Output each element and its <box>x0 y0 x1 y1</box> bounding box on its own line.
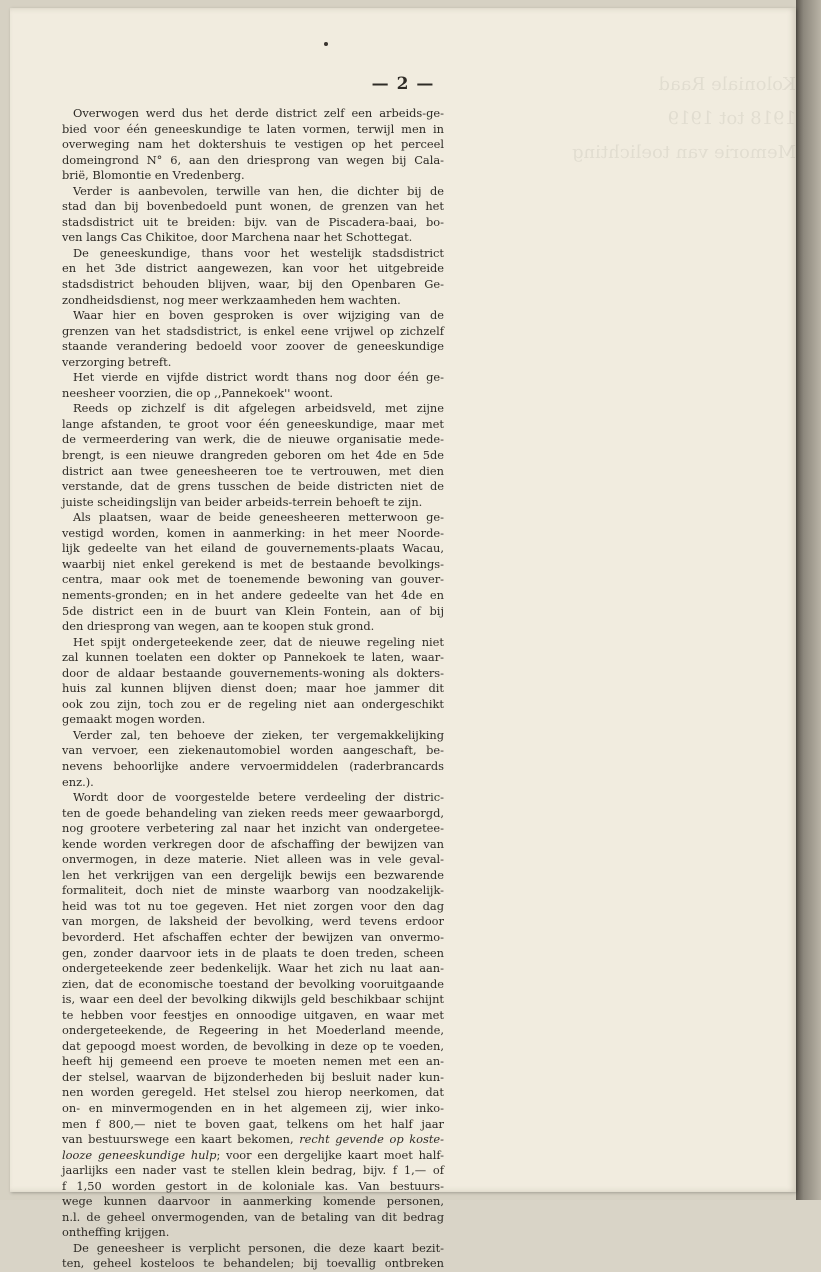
text-line: Verder is aanbevolen, terwille van hen, die dichter bij de <box>73 183 444 198</box>
italic-text-run: looze geneeskundige hulp <box>62 1147 217 1162</box>
text-line: stadsdistrict uit te breiden: bijv. van de Piscadera-baai, bo- <box>62 214 444 229</box>
text-line: huis zal kunnen blijven dienst doen; maar hoe jammer dit <box>62 681 444 696</box>
text-line: lange afstanden, te groot voor één geneeskundige, maar met <box>62 416 444 431</box>
text-line: district aan twee geneesheeren toe te vertrouwen, met dien <box>62 463 444 478</box>
text-line: ontheffing krijgen. <box>62 1225 170 1240</box>
text-line: lijk gedeelte van het eiland de gouvernements-plaats Wacau, <box>62 541 444 556</box>
text-line: Verder zal, ten behoeve der zieken, ter vergemakkelijking <box>73 727 444 742</box>
text-line: overweging nam het doktershuis te vestigen op het perceel <box>62 137 444 152</box>
text-line: waarbij niet enkel gerekend is met de bestaande bevolkings- <box>62 556 444 571</box>
text-line: heid was tot nu toe gegeven. Het niet zorgen voor den dag <box>62 898 444 913</box>
text-line: stad dan bij bovenbedoeld punt wonen, de grenzen van het <box>62 199 444 214</box>
text-line: men f 800,— niet te boven gaat, telkens om het half jaar <box>62 1116 444 1131</box>
text-line: is, waar een deel der bevolking dikwijls geld beschikbaar schijnt <box>62 992 444 1007</box>
text-line: ondergeteekende zeer bedenkelijk. Waar het zich nu laat aan- <box>62 961 444 976</box>
text-line: ten, geheel kosteloos te behandelen; bij toevallig ontbreken <box>62 1256 444 1271</box>
text-line: 5de district een in de buurt van Klein Fontein, aan of bij <box>62 603 444 618</box>
text-line: jaarlijks een nader vast te stellen klein bedrag, bijv. f 1,— of <box>62 1163 444 1178</box>
text-line <box>62 1148 444 1164</box>
text-line: den driesprong van wegen, aan te koopen stuk grond. <box>62 619 375 634</box>
text-line: kende worden verkregen door de afschaffing der bewijzen van <box>62 836 444 851</box>
text-line: grenzen van het stadsdistrict, is enkel eene vrijwel op zichzelf <box>62 323 444 338</box>
paragraph <box>62 790 444 1241</box>
text-line: en het 3de district aangewezen, kan voor het uitgebreide <box>62 261 444 276</box>
text-line: vestigd worden, komen in aanmerking: in het meer Noorde- <box>62 525 444 540</box>
text-line: dat gepoogd moest worden, de bevolking in deze op te voeden, <box>62 1038 444 1053</box>
document-page <box>10 8 796 1271</box>
text-line: verstande, dat de grens tusschen de beide districten niet de <box>62 479 444 494</box>
text-line: onvermogen, in deze materie. Niet alleen was in vele geval- <box>62 852 444 867</box>
paragraph <box>62 184 444 246</box>
text-line: Als plaatsen, waar de beide geneesheeren metterwoon ge- <box>73 510 444 525</box>
text-line: Reeds op zichzelf is dit afgelegen arbeidsveld, met zijne <box>73 401 444 416</box>
text-line: te hebben voor feestjes en onnoodige uitgaven, en waar met <box>62 1007 444 1022</box>
text-line: Waar hier en boven gesproken is over wijziging van de <box>73 308 444 323</box>
text-run: ; voor een dergelijke kaart moet half- <box>216 1147 445 1162</box>
paragraph <box>62 1241 444 1272</box>
text-line: gemaakt mogen worden. <box>62 712 206 727</box>
text-line: De geneeskundige, thans voor het westelijk stadsdistrict <box>73 245 444 260</box>
text-line: neesheer voorzien, die op ,,Pannekoek'' woont. <box>62 385 334 400</box>
text-line: gen, zonder daarvoor iets in de plaats te doen treden, scheen <box>62 945 444 960</box>
print-dot <box>324 42 328 46</box>
text-line: brië, Blomontie en Vredenberg. <box>62 168 245 183</box>
text-line: ondergeteekende, de Regeering in het Moederland meende, <box>62 1023 444 1038</box>
bleed-line: Memorie van toelichting <box>572 142 796 163</box>
text-line: de vermeerdering van werk, die de nieuwe organisatie mede- <box>62 432 444 447</box>
text-line: len het verkrijgen van een dergelijk bewijs een bezwarende <box>62 867 444 882</box>
bleed-through-text <box>572 68 796 268</box>
text-line: nen worden geregeld. Het stelsel zou hierop neerkomen, dat <box>62 1085 444 1100</box>
text-line: zal kunnen toelaten een dokter op Pannekoek te laten, waar- <box>62 650 444 665</box>
text-line: De geneesheer is verplicht personen, die deze kaart bezit- <box>73 1240 444 1255</box>
text-line: van vervoer, een ziekenautomobiel worden aangeschaft, be- <box>62 743 444 758</box>
page-edge <box>796 0 821 1200</box>
text-line: Het vierde en vijfde district wordt thans nog door één ge- <box>73 370 444 385</box>
bleed-line: 1918 tot 1919 <box>667 108 796 129</box>
paragraph <box>62 510 444 634</box>
text-line: bied voor één geneeskundige te laten vormen, terwijl men in <box>62 121 444 136</box>
text-line: f 1,50 worden gestort in de koloniale kas. Van bestuurs- <box>62 1178 444 1193</box>
text-line: stadsdistrict behouden blijven, waar, bij den Openbaren Ge- <box>62 277 444 292</box>
paragraph <box>62 401 444 510</box>
text-line: juiste scheidingslijn van beider arbeids-terrein behoeft te zijn. <box>62 494 423 509</box>
text-line: n.l. de geheel onvermogenden, van de betaling van dit bedrag <box>62 1209 444 1224</box>
text-line: wege kunnen daarvoor in aanmerking komende personen, <box>62 1194 444 1209</box>
text-line: on- en minvermogenden en in het algemeen zij, wier inko- <box>62 1101 444 1115</box>
paragraph <box>62 728 444 790</box>
text-line: nevens behoorlijke andere vervoermiddelen (raderbrancards <box>62 758 444 773</box>
text-line: zondheidsdienst, nog meer werkzaamheden hem wachten. <box>62 292 401 307</box>
text-line: centra, maar ook met de toenemende bewoning van gouver- <box>62 572 444 587</box>
page-number: — 2 — <box>371 74 435 94</box>
bleed-line: Koloniale Raad <box>658 74 796 95</box>
text-line: van morgen, de laksheid der bevolking, werd tevens erdoor <box>62 914 444 929</box>
text-line: enz.). <box>62 774 94 789</box>
body-text <box>62 106 444 1272</box>
text-line: nog grootere verbetering zal naar het inzicht van ondergetee- <box>62 821 444 836</box>
text-line: verzorging betreft. <box>62 354 172 369</box>
text-line: bevorderd. Het afschaffen echter der bewijzen van onvermo- <box>62 929 444 944</box>
text-line: ten de goede behandeling van zieken reeds meer gewaarborgd, <box>62 805 444 820</box>
text-line: formaliteit, doch niet de minste waarborg van noodzakelijk- <box>62 883 444 898</box>
text-line: nements-gronden; en in het andere gedeelte van het 4de en <box>62 587 444 602</box>
italic-text-run: recht gevende op koste- <box>299 1132 444 1147</box>
text-run: van bestuurswege een kaart bekomen, <box>62 1132 300 1147</box>
text-line: Wordt door de voorgestelde betere verdeeling der distric- <box>73 790 444 805</box>
paragraph <box>62 246 444 308</box>
text-line: Overwogen werd dus het derde district zelf een arbeids-ge- <box>73 106 444 120</box>
text-line: der stelsel, waarvan de bijzonderheden bij besluit nader kun- <box>62 1069 444 1084</box>
text-line <box>62 1132 444 1148</box>
text-line: door de aldaar bestaande gouvernements-woning als dokters- <box>62 665 444 680</box>
paragraph <box>62 106 444 184</box>
paragraph <box>62 635 444 728</box>
paragraph <box>62 308 444 370</box>
text-line: brengt, is een nieuwe drangreden geboren om het 4de en 5de <box>62 448 444 463</box>
text-line: heeft hij gemeend een proeve te moeten nemen met een an- <box>62 1054 444 1069</box>
text-line: zien, dat de economische toestand der bevolking vooruitgaande <box>62 976 444 991</box>
paragraph <box>62 370 444 401</box>
text-line: ven langs Cas Chikitoe, door Marchena naar het Schottegat. <box>62 230 413 245</box>
text-line: staande verandering bedoeld voor zoover de geneeskundige <box>62 339 444 354</box>
text-line: ook zou zijn, toch zou er de regeling niet aan ondergeschikt <box>62 696 444 711</box>
text-line: domeingrond N° 6, aan den driesprong van wegen bij Cala- <box>62 152 444 167</box>
text-line: Het spijt ondergeteekende zeer, dat de nieuwe regeling niet <box>73 634 444 649</box>
